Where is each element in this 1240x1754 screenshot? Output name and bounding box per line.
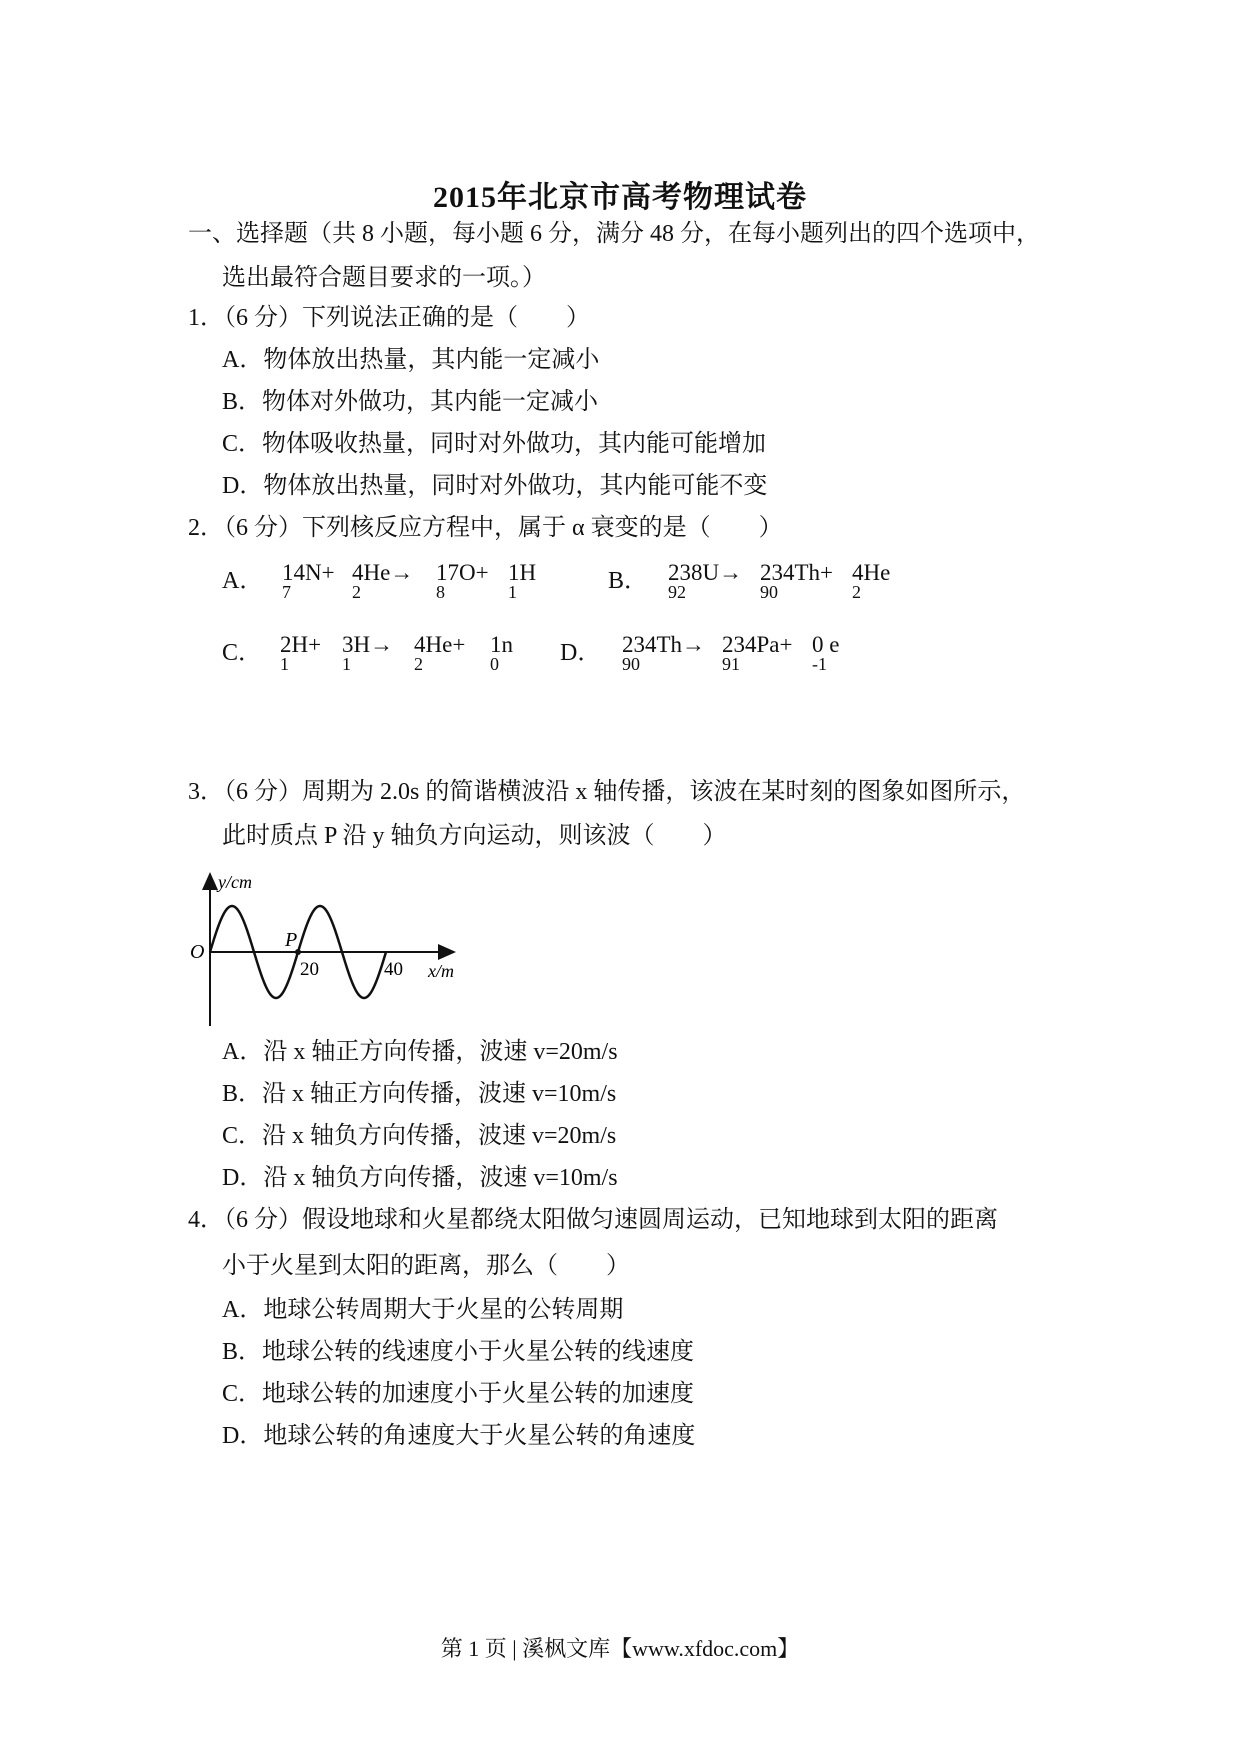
- q3-option-b: B．沿 x 轴正方向传播，波速 v=10m/s: [222, 1081, 617, 1107]
- q3-option-a: A．沿 x 轴正方向传播，波速 v=20m/s: [222, 1039, 618, 1065]
- section-heading-line2: 选出最符合题目要求的一项。）: [222, 265, 546, 291]
- section-heading-line1: 一、选择题（共 8 小题，每小题 6 分，满分 48 分，在每小题列出的四个选项中，: [188, 221, 1040, 247]
- q2-option-a-label: A．: [222, 568, 264, 594]
- q2-option-d-label: D．: [560, 640, 602, 666]
- q1-option-d: D．物体放出热量，同时对外做功，其内能可能不变: [222, 473, 768, 499]
- wave-figure: [186, 866, 476, 1032]
- x-tick-40: 40: [384, 959, 403, 980]
- q4-stem-line1: 4．（6 分）假设地球和火星都绕太阳做匀速圆周运动，已知地球到太阳的距离: [188, 1207, 998, 1233]
- page-footer: 第 1 页 | 溪枫文库【www.xfdoc.com】: [440, 1636, 800, 1661]
- q3-stem-line1: 3．（6 分）周期为 2.0s 的简谐横波沿 x 轴传播，该波在某时刻的图象如图所示，: [188, 779, 1026, 805]
- q1-option-a: A．物体放出热量，其内能一定减小: [222, 347, 600, 373]
- origin-label: O: [190, 941, 205, 963]
- q2-stem: 2．（6 分）下列核反应方程中，属于 α 衰变的是（ ）: [188, 515, 783, 541]
- q1-option-c: C．物体吸收热量，同时对外做功，其内能可能增加: [222, 431, 767, 457]
- q3-option-c: C．沿 x 轴负方向传播，波速 v=20m/s: [222, 1123, 617, 1149]
- q4-option-d: D．地球公转的角速度大于火星公转的角速度: [222, 1423, 696, 1449]
- q4-stem-line2: 小于火星到太阳的距离，那么（ ）: [222, 1253, 630, 1279]
- page-title: 2015年北京市高考物理试卷: [433, 181, 807, 214]
- q1-stem: 1．（6 分）下列说法正确的是（ ）: [188, 305, 590, 331]
- q2-option-c-label: C．: [222, 640, 263, 666]
- exam-page: 2015年北京市高考物理试卷 一、选择题（共 8 小题，每小题 6 分，满分 48 分，在每小题列出的四个选项中， 选出最符合题目要求的一项。） 1．（6 分）下列说法正确的是（ ） A．物体放出热量，其内能一定减小 B．物体对外做功，其内能一定减小 C．物体吸收热量，同时对外做功，其内能可能增加 D．物体放出热量，同时对外做功，其内能可能不变 2．（6 分）下列核反应方程中，属于 α 衰变的是（ ） A． 14N+ 7 4He→ 2 17O+ 8 1H 1 B． 238U→ 92 234Th+ 90 4He 2 C． 2H+ 1 3H→ 1 4He+ 2 1n 0 D． 234Th→ 90 234Pa+ 91 0 e -1 3．（6 分）周期为 2.0s 的简谐横波沿 x 轴传播，该波在某时刻的图象如图所示， 此时质点 P 沿 y 轴负方向运动，则该波（ ） y/cm O P 20 40 x/m A．沿 x 轴正方向传播，波速 v=20m/s B．沿 x 轴正方向传播，波速 v=10m/s C．沿 x 轴负方向传播，波速 v=20m/s D．沿 x 轴负方向传播，波速 v=10m/s 4．（6 分）假设地球和火星都绕太阳做匀速圆周运动，已知地球到太阳的距离 小于火星到太阳的距离，那么（ ） A．地球公转周期大于火星的公转周期 B．地球公转的线速度小于火星公转的线速度 C．地球公转的加速度小于火星公转的加速度 D．地球公转的角速度大于火星公转的角速度 第 1 页 | 溪枫文库【www.xfdoc.com】: [0, 0, 1240, 1754]
- x-tick-20: 20: [300, 959, 319, 980]
- x-axis-label: x/m: [428, 961, 454, 981]
- q1-option-b: B．物体对外做功，其内能一定减小: [222, 389, 599, 415]
- q3-option-d: D．沿 x 轴负方向传播，波速 v=10m/s: [222, 1165, 618, 1191]
- q3-stem-line2: 此时质点 P 沿 y 轴负方向运动，则该波（ ）: [222, 823, 727, 849]
- q2-option-b-label: B．: [608, 568, 649, 594]
- y-axis-label: y/cm: [218, 872, 252, 892]
- q4-option-a: A．地球公转周期大于火星的公转周期: [222, 1297, 624, 1323]
- q4-option-b: B．地球公转的线速度小于火星公转的线速度: [222, 1339, 695, 1365]
- point-p-label: P: [285, 929, 298, 951]
- q4-option-c: C．地球公转的加速度小于火星公转的加速度: [222, 1381, 695, 1407]
